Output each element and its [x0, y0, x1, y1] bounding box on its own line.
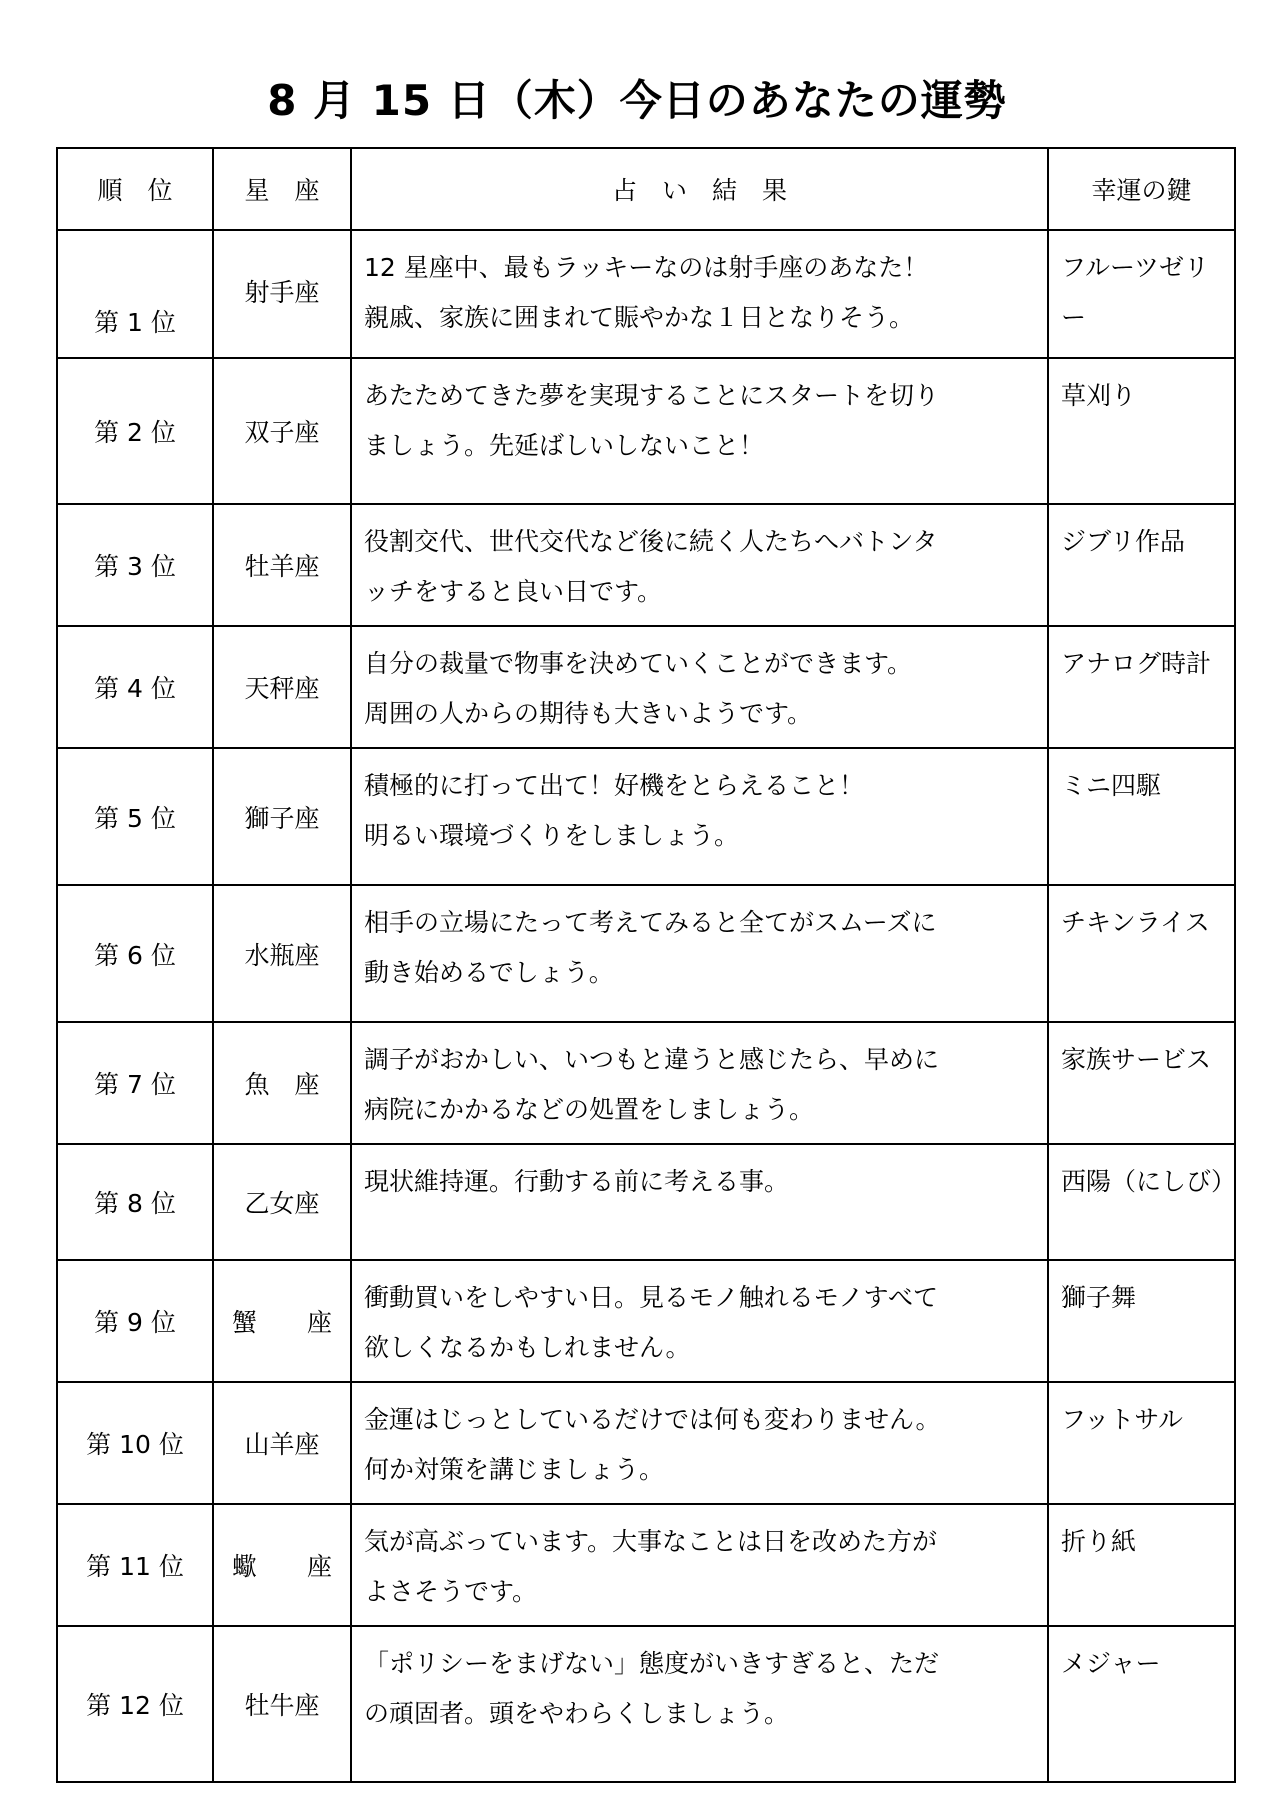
result-cell [351, 358, 1048, 504]
rank-cell: 第 4 位 [57, 626, 213, 748]
result-cell [351, 1022, 1048, 1144]
lucky-key-cell: フルーツゼリー [1048, 230, 1235, 358]
rank-cell: 第 6 位 [57, 885, 213, 1022]
sign-cell: 双子座 [213, 358, 351, 504]
lucky-key-cell: 西陽（にしび） [1048, 1144, 1235, 1260]
result-cell [351, 748, 1048, 885]
sign-cell: 水瓶座 [213, 885, 351, 1022]
table-row [57, 1626, 1235, 1782]
sign-cell: 射手座 [213, 230, 351, 358]
result-line: あたためてきた夢を実現することにスタートを切り [364, 381, 940, 410]
result-cell [351, 626, 1048, 748]
result-line: 現状維持運。行動する前に考える事。 [364, 1167, 790, 1196]
table-row [57, 1382, 1235, 1504]
header-rank: 順 位 [57, 148, 213, 230]
sign-cell: 山羊座 [213, 1382, 351, 1504]
lucky-key-cell: ミニ四駆 [1048, 748, 1235, 885]
result-line: 自分の裁量で物事を決めていくことができます。 [364, 649, 913, 678]
result-line: 病院にかかるなどの処置をしましょう。 [364, 1095, 815, 1124]
result-line: 金運はじっとしているだけでは何も変わりません。 [364, 1405, 941, 1434]
result-line: 相手の立場にたって考えてみると全てがスムーズに [364, 908, 937, 937]
page-title: 8 月 15 日（木）今日のあなたの運勢 [267, 76, 1007, 125]
result-line: 衝動買いをしやすい日。見るモノ触れるモノすべて [364, 1283, 939, 1312]
sign-cell: 魚 座 [213, 1022, 351, 1144]
result-cell [351, 1144, 1048, 1260]
result-cell [351, 504, 1048, 626]
table-row [57, 504, 1235, 626]
result-line: ましょう。先延ばしいしないこと！ [364, 431, 765, 460]
table-row [57, 1144, 1235, 1260]
result-line: 欲しくなるかもしれません。 [364, 1333, 691, 1362]
header-lucky-key: 幸運の鍵 [1048, 148, 1235, 230]
result-line: 何か対策を講じましょう。 [364, 1455, 665, 1484]
table-row [57, 1504, 1235, 1626]
result-cell [351, 1504, 1048, 1626]
result-line: 「ポリシーをまげない」態度がいきすぎると、ただ [364, 1649, 940, 1678]
result-cell [351, 885, 1048, 1022]
table-row [57, 358, 1235, 504]
sign-cell: 牡牛座 [213, 1626, 351, 1782]
lucky-key-cell: ジブリ作品 [1048, 504, 1235, 626]
table-row [57, 1260, 1235, 1382]
result-line: 周囲の人からの期待も大きいようです。 [364, 699, 813, 728]
sign-cell: 獅子座 [213, 748, 351, 885]
result-line: 気が高ぶっています。大事なことは日を改めた方が [364, 1527, 938, 1556]
result-line: 12 星座中、最もラッキーなのは射手座のあなた！ [364, 253, 929, 282]
lucky-key-cell: 折り紙 [1048, 1504, 1235, 1626]
result-cell [351, 1382, 1048, 1504]
table-header-row [57, 148, 1235, 230]
result-line: 役割交代、世代交代など後に続く人たちへバトンタ [364, 527, 938, 556]
sign-cell: 牡羊座 [213, 504, 351, 626]
result-line: 明るい環境づくりをしましょう。 [364, 821, 740, 850]
result-line: ッチをすると良い日です。 [364, 577, 663, 606]
result-line: 親戚、家族に囲まれて賑やかな１日となりそう。 [364, 303, 915, 332]
fortune-ranking-table [56, 147, 1236, 1783]
lucky-key-cell: 家族サービス [1048, 1022, 1235, 1144]
sign-cell: 天秤座 [213, 626, 351, 748]
sign-cell: 蟹 座 [213, 1260, 351, 1382]
result-line: よさそうです。 [364, 1577, 538, 1606]
table-row [57, 885, 1235, 1022]
result-cell [351, 1260, 1048, 1382]
lucky-key-cell: メジャー [1048, 1626, 1235, 1782]
rank-cell: 第 1 位 [57, 230, 213, 358]
lucky-key-cell: フットサル [1048, 1382, 1235, 1504]
result-line: 積極的に打って出て！好機をとらえること！ [364, 771, 865, 800]
lucky-key-cell: チキンライス [1048, 885, 1235, 1022]
result-cell [351, 1626, 1048, 1782]
table-row [57, 230, 1235, 358]
result-cell [351, 230, 1048, 358]
rank-cell: 第 11 位 [57, 1504, 213, 1626]
header-result: 占 い 結 果 [351, 148, 1048, 230]
table-row [57, 748, 1235, 885]
header-sign: 星 座 [213, 148, 351, 230]
result-line: の頑固者。頭をやわらくしましょう。 [364, 1699, 790, 1728]
lucky-key-cell: 獅子舞 [1048, 1260, 1235, 1382]
table-row [57, 626, 1235, 748]
rank-cell: 第 8 位 [57, 1144, 213, 1260]
rank-cell: 第 5 位 [57, 748, 213, 885]
result-line: 調子がおかしい、いつもと違うと感じたら、早めに [364, 1045, 940, 1074]
rank-cell: 第 7 位 [57, 1022, 213, 1144]
rank-cell: 第 9 位 [57, 1260, 213, 1382]
rank-cell: 第 10 位 [57, 1382, 213, 1504]
lucky-key-cell: アナログ時計 [1048, 626, 1235, 748]
table-row [57, 1022, 1235, 1144]
lucky-key-cell: 草刈り [1048, 358, 1235, 504]
sign-cell: 蠍 座 [213, 1504, 351, 1626]
sign-cell: 乙女座 [213, 1144, 351, 1260]
rank-cell: 第 12 位 [57, 1626, 213, 1782]
rank-cell: 第 3 位 [57, 504, 213, 626]
rank-cell: 第 2 位 [57, 358, 213, 504]
result-line: 動き始めるでしょう。 [364, 958, 614, 987]
